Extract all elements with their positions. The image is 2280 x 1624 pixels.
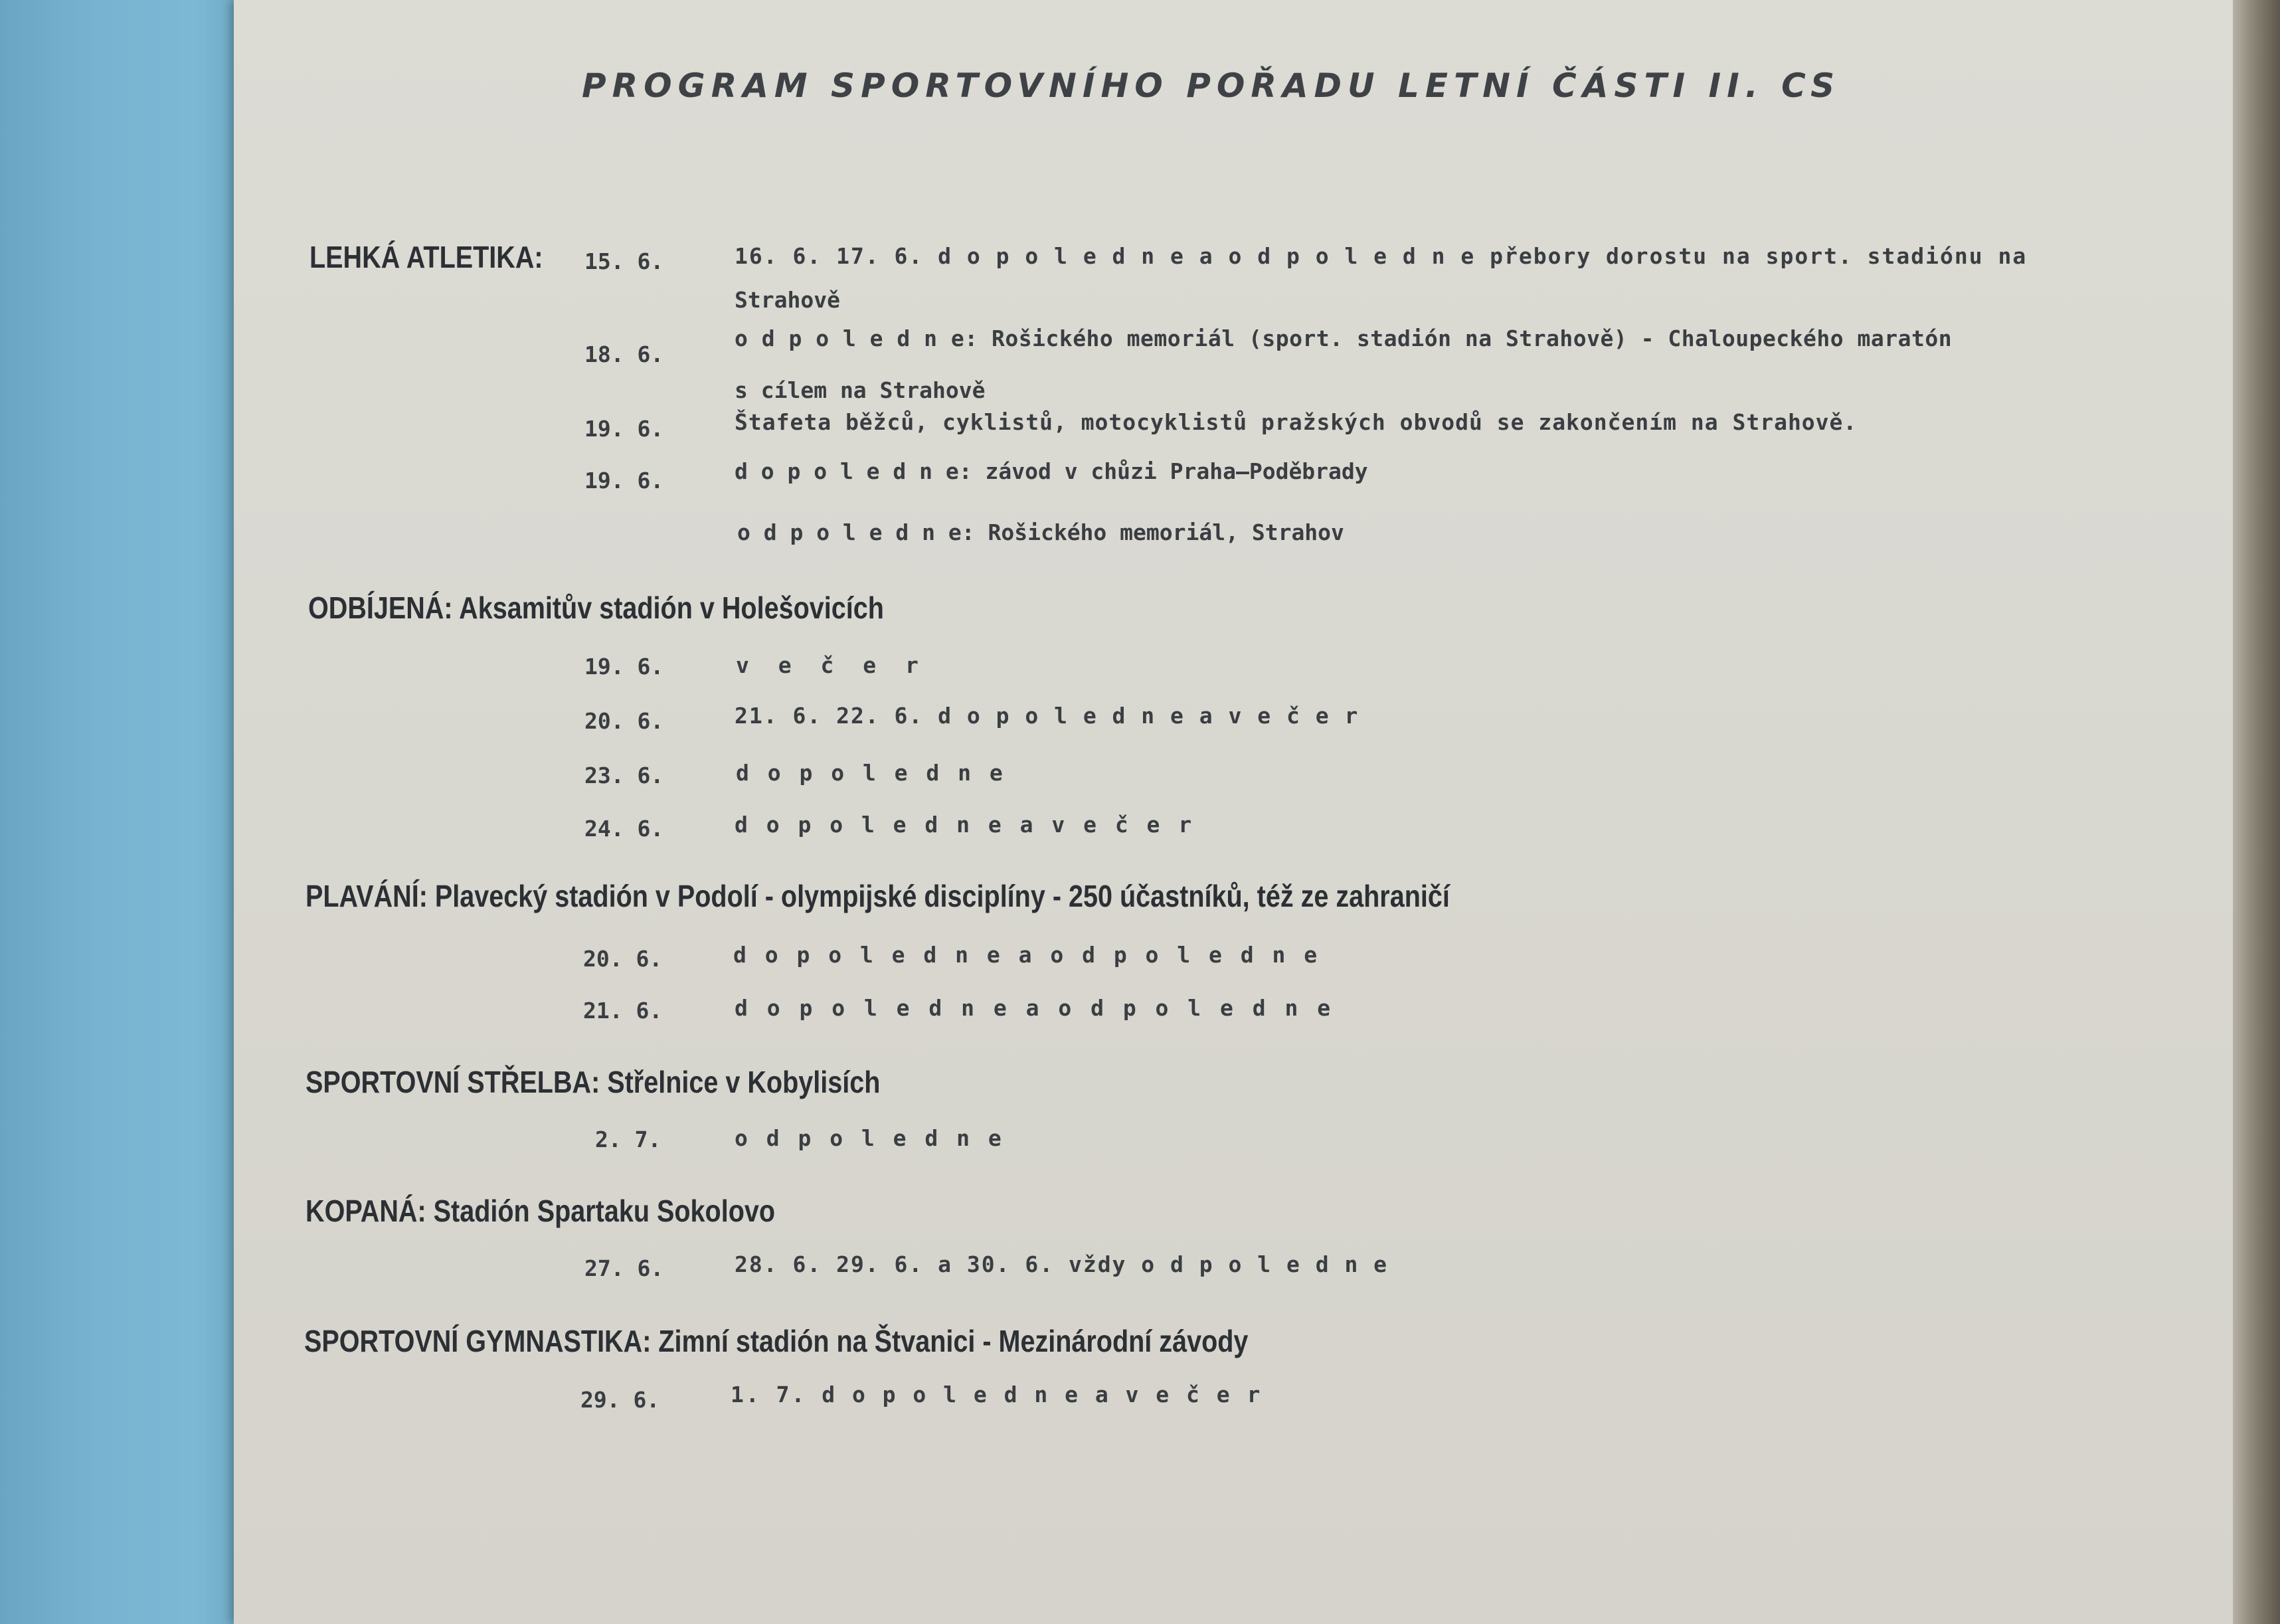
entry-date: 19. 6. [584, 468, 664, 494]
entry-date: 20. 6. [584, 708, 664, 734]
entry-text: o d p o l e d n e: Rošického memoriál (sport. stadión na Strahově) - Chaloupeckého maratón [735, 325, 1953, 351]
section-title-volleyball: ODBÍJENÁ: Aksamitův stadión v Holešovicích [308, 590, 884, 625]
entry-text: s cílem na Strahově [735, 377, 986, 403]
entry-text: Štafeta běžců, cyklistů, motocyklistů pražských obvodů se zakončením na Strahově. [735, 409, 1858, 435]
entry-text: d o p o l e d n e: závod v chůzi Praha—Poděbrady [735, 458, 1368, 484]
entry-text: 28. 6. 29. 6. a 30. 6. vždy o d p o l e d n e [735, 1251, 1389, 1277]
section-title-gymnastics: SPORTOVNÍ GYMNASTIKA: Zimní stadión na Štvanici - Mezinárodní závody [304, 1324, 1249, 1358]
entry-text: d o p o l e d n e a o d p o l e d n e [733, 942, 1320, 968]
entry-date: 19. 6. [584, 654, 664, 679]
entry-date: 24. 6. [584, 816, 664, 842]
entry-text: o d p o l e d n e [735, 1125, 1004, 1151]
entry-date: 21. 6. [583, 998, 663, 1024]
section-title-football: KOPANÁ: Stadión Spartaku Sokolovo [306, 1194, 776, 1228]
entry-date: 19. 6. [584, 416, 664, 442]
entry-text: 16. 6. 17. 6. d o p o l e d n e a o d p o l e d n e přebory dorostu na sport. stadiónu na [735, 243, 2028, 269]
entry-date: 18. 6. [584, 341, 664, 367]
page-edge [2233, 0, 2280, 1624]
section-title-shooting: SPORTOVNÍ STŘELBA: Střelnice v Kobylisích [306, 1065, 881, 1099]
entry-date: 15. 6. [584, 248, 664, 274]
entry-text: d o p o l e d n e a v e č e r [735, 812, 1195, 838]
entry-date: 2. 7. [595, 1127, 661, 1152]
entry-text: v e č e r [736, 652, 926, 678]
entry-text: 21. 6. 22. 6. d o p o l e d n e a v e č e r [735, 703, 1359, 729]
entry-text: 1. 7. d o p o l e d n e a v e č e r [731, 1382, 1263, 1407]
entry-date: 20. 6. [583, 946, 663, 972]
section-title-swimming: PLAVÁNÍ: Plavecký stadión v Podolí - olympijské disciplíny - 250 účastníků, též ze zahraničí [306, 879, 1450, 913]
entry-text: d o p o l e d n e a o d p o l e d n e [735, 995, 1334, 1021]
blue-cover [0, 0, 243, 1624]
section-title-athletics: LEHKÁ ATLETIKA: [309, 240, 543, 274]
entry-date: 23. 6. [584, 763, 664, 788]
page-heading: PROGRAM SPORTOVNÍHO POŘADU LETNÍ ČÁSTI II. CS [582, 66, 1841, 105]
entry-date: 27. 6. [584, 1255, 664, 1281]
entry-text: o d p o l e d n e: Rošického memoriál, Strahov [737, 519, 1344, 545]
entry-date: 29. 6. [580, 1387, 660, 1413]
entry-text: d o p o l e d n e [736, 760, 1006, 786]
entry-text: Strahově [735, 287, 840, 313]
